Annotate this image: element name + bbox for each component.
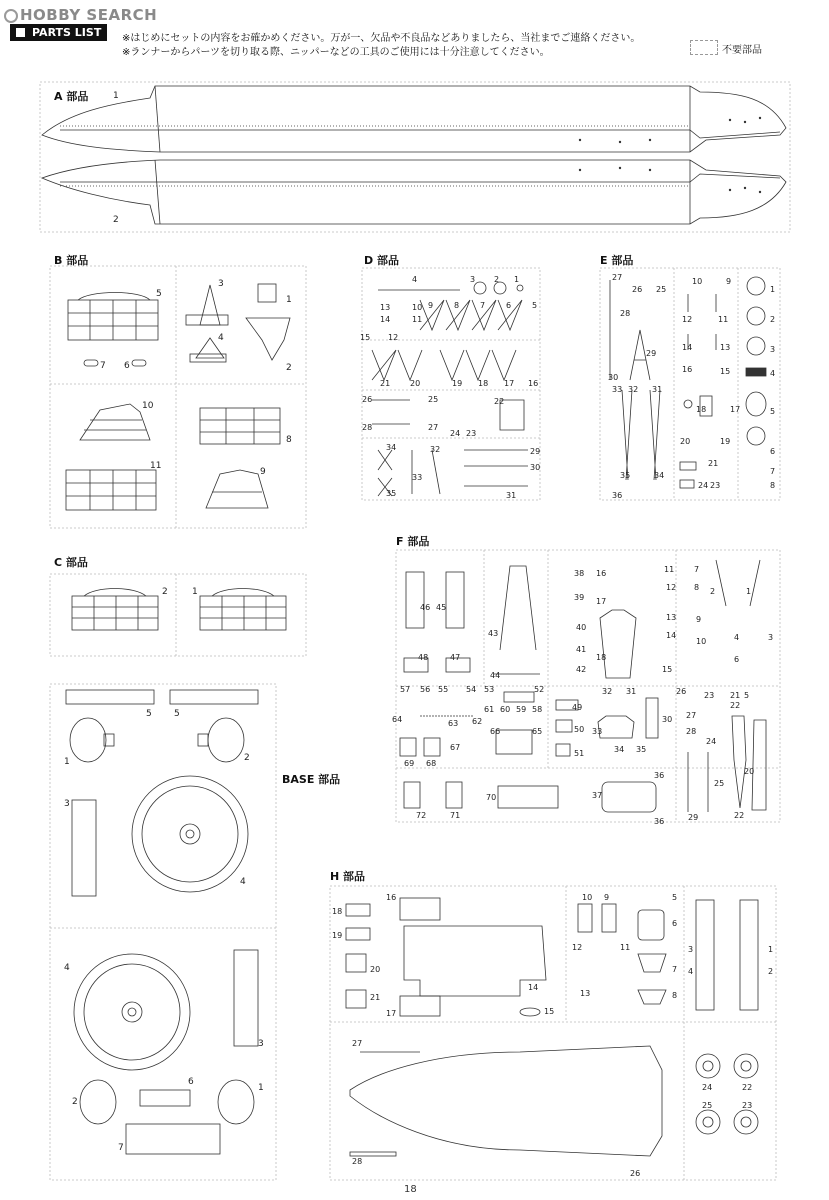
svg-text:13: 13: [380, 303, 391, 312]
svg-text:62: 62: [472, 717, 483, 726]
svg-text:11: 11: [150, 461, 162, 471]
svg-text:11: 11: [664, 565, 675, 574]
svg-text:4: 4: [688, 967, 694, 976]
svg-text:18: 18: [332, 907, 343, 916]
svg-text:43: 43: [488, 629, 499, 638]
svg-text:1: 1: [514, 275, 520, 284]
svg-text:7: 7: [480, 301, 486, 310]
svg-text:10: 10: [696, 637, 707, 646]
part-base-5b: [170, 690, 258, 704]
svg-text:61: 61: [484, 705, 495, 714]
svg-text:25: 25: [428, 395, 439, 404]
svg-text:20: 20: [370, 965, 381, 974]
svg-text:22: 22: [494, 397, 505, 406]
svg-text:28: 28: [620, 309, 631, 318]
svg-text:4: 4: [734, 633, 740, 642]
part-h14: [404, 926, 546, 996]
svg-text:15: 15: [360, 333, 371, 342]
svg-text:71: 71: [450, 811, 461, 820]
svg-text:12: 12: [388, 333, 399, 342]
svg-text:18: 18: [696, 405, 707, 414]
part-f37: [602, 782, 656, 812]
svg-text:6: 6: [770, 447, 776, 456]
header-title: PARTS LIST: [32, 26, 102, 39]
svg-text:7: 7: [118, 1143, 124, 1153]
svg-text:63: 63: [448, 719, 459, 728]
svg-text:30: 30: [662, 715, 673, 724]
svg-text:20: 20: [680, 437, 691, 446]
svg-text:9: 9: [604, 893, 610, 902]
svg-text:51: 51: [574, 749, 585, 758]
svg-text:14: 14: [682, 343, 693, 352]
svg-text:18: 18: [478, 379, 489, 388]
svg-text:29: 29: [646, 349, 657, 358]
part-e31: [650, 390, 660, 480]
svg-text:10: 10: [142, 401, 154, 411]
svg-text:3: 3: [258, 1039, 264, 1049]
svg-text:12: 12: [666, 583, 677, 592]
part-e33: [622, 390, 632, 480]
page-number: 18: [404, 1184, 417, 1195]
svg-text:22: 22: [730, 701, 741, 710]
svg-text:6: 6: [672, 919, 678, 928]
svg-text:54: 54: [466, 685, 477, 694]
svg-text:5: 5: [532, 301, 538, 310]
svg-text:47: 47: [450, 653, 461, 662]
svg-text:11: 11: [718, 315, 729, 324]
svg-text:2: 2: [244, 753, 250, 763]
svg-text:8: 8: [770, 481, 776, 490]
section-h-label: H 部品: [330, 870, 366, 883]
svg-text:8: 8: [286, 435, 292, 445]
svg-text:3: 3: [218, 279, 224, 289]
part-a2-label: 2: [113, 215, 119, 225]
svg-text:19: 19: [452, 379, 463, 388]
svg-text:7: 7: [100, 361, 106, 371]
part-a1-label: 1: [113, 91, 119, 101]
svg-text:17: 17: [596, 597, 607, 606]
svg-text:12: 12: [572, 943, 583, 952]
part-b3: [200, 285, 220, 325]
svg-text:50: 50: [574, 725, 585, 734]
svg-text:17: 17: [386, 1009, 397, 1018]
runner-c-frame: [50, 574, 306, 656]
part-b8: [200, 408, 280, 444]
svg-text:6: 6: [188, 1077, 194, 1087]
svg-text:5: 5: [174, 709, 180, 719]
svg-text:56: 56: [420, 685, 431, 694]
part-f33: [598, 716, 634, 738]
svg-text:5: 5: [744, 691, 750, 700]
svg-text:26: 26: [630, 1169, 641, 1178]
svg-text:23: 23: [742, 1101, 753, 1110]
part-b6: [132, 360, 146, 366]
svg-text:31: 31: [626, 687, 637, 696]
runner-h-frame: [330, 886, 776, 1180]
svg-text:25: 25: [656, 285, 667, 294]
svg-text:11: 11: [412, 315, 423, 324]
svg-text:38: 38: [574, 569, 585, 578]
svg-text:9: 9: [260, 467, 266, 477]
svg-text:31: 31: [506, 491, 517, 500]
svg-text:72: 72: [416, 811, 427, 820]
svg-text:2: 2: [770, 315, 776, 324]
svg-text:13: 13: [580, 989, 591, 998]
svg-text:2: 2: [286, 363, 292, 373]
part-base-7: [126, 1124, 220, 1154]
svg-text:16: 16: [528, 379, 539, 388]
part-base-3a: [72, 800, 96, 896]
svg-text:45: 45: [436, 603, 447, 612]
svg-text:5: 5: [156, 289, 162, 299]
svg-text:19: 19: [332, 931, 343, 940]
svg-text:13: 13: [666, 613, 677, 622]
svg-text:9: 9: [696, 615, 702, 624]
svg-text:42: 42: [576, 665, 587, 674]
svg-text:4: 4: [218, 333, 224, 343]
svg-text:20: 20: [410, 379, 421, 388]
svg-text:8: 8: [672, 991, 678, 1000]
svg-text:14: 14: [528, 983, 539, 992]
svg-text:46: 46: [420, 603, 431, 612]
svg-text:1: 1: [192, 587, 198, 597]
part-base-2a: [208, 718, 244, 762]
hull-half-2: [42, 160, 786, 224]
svg-text:24: 24: [450, 429, 461, 438]
svg-text:23: 23: [710, 481, 721, 490]
svg-text:1: 1: [64, 757, 70, 767]
svg-text:48: 48: [418, 653, 429, 662]
svg-text:10: 10: [692, 277, 703, 286]
svg-text:28: 28: [362, 423, 373, 432]
svg-text:25: 25: [702, 1101, 713, 1110]
svg-text:44: 44: [490, 671, 501, 680]
svg-text:57: 57: [400, 685, 411, 694]
svg-text:25: 25: [714, 779, 725, 788]
svg-text:69: 69: [404, 759, 415, 768]
part-base-6: [140, 1090, 190, 1106]
svg-text:39: 39: [574, 593, 585, 602]
note-2: ※ランナーからパーツを切り取る際、ニッパーなどの工具のご使用には十分注意してください。: [122, 47, 550, 58]
svg-text:27: 27: [686, 711, 697, 720]
svg-text:2: 2: [162, 587, 168, 597]
svg-text:26: 26: [676, 687, 687, 696]
part-f18: [600, 610, 636, 678]
part-base-4b: [74, 954, 190, 1070]
part-c1: [200, 596, 286, 630]
svg-text:3: 3: [470, 275, 476, 284]
svg-text:2: 2: [710, 587, 716, 596]
svg-text:7: 7: [672, 965, 678, 974]
note-1: ※はじめにセットの内容をお確かめください。万が一、欠品や不良品などありましたら、当社までご連絡ください。: [122, 33, 641, 44]
svg-text:11: 11: [620, 943, 631, 952]
svg-text:3: 3: [768, 633, 774, 642]
svg-text:9: 9: [428, 301, 434, 310]
svg-text:36: 36: [654, 771, 665, 780]
svg-text:24: 24: [702, 1083, 713, 1092]
svg-text:1: 1: [258, 1083, 264, 1093]
svg-text:66: 66: [490, 727, 501, 736]
svg-text:24: 24: [706, 737, 717, 746]
svg-text:55: 55: [438, 685, 449, 694]
svg-text:18: 18: [596, 653, 607, 662]
section-f-label: F 部品: [396, 535, 430, 548]
svg-text:15: 15: [662, 665, 673, 674]
runner-b-frame: [50, 266, 306, 528]
svg-text:21: 21: [708, 459, 719, 468]
svg-text:6: 6: [124, 361, 130, 371]
svg-text:12: 12: [682, 315, 693, 324]
svg-text:34: 34: [614, 745, 625, 754]
svg-text:40: 40: [576, 623, 587, 632]
svg-text:17: 17: [730, 405, 741, 414]
svg-text:4: 4: [240, 877, 246, 887]
svg-text:32: 32: [602, 687, 613, 696]
svg-text:6: 6: [506, 301, 512, 310]
runner-a-frame: [40, 82, 790, 232]
svg-text:5: 5: [770, 407, 776, 416]
svg-text:16: 16: [596, 569, 607, 578]
svg-text:37: 37: [592, 791, 603, 800]
logo-text: HOBBY SEARCH: [20, 6, 158, 24]
svg-text:21: 21: [380, 379, 391, 388]
svg-text:34: 34: [654, 471, 665, 480]
svg-text:19: 19: [720, 437, 731, 446]
section-d-label: D 部品: [364, 254, 399, 267]
svg-text:49: 49: [572, 703, 583, 712]
svg-text:1: 1: [746, 587, 752, 596]
svg-text:33: 33: [412, 473, 423, 482]
svg-text:59: 59: [516, 705, 527, 714]
svg-text:52: 52: [534, 685, 545, 694]
svg-text:2: 2: [72, 1097, 78, 1107]
svg-text:17: 17: [504, 379, 515, 388]
svg-text:14: 14: [666, 631, 677, 640]
svg-text:4: 4: [412, 275, 418, 284]
svg-text:4: 4: [770, 369, 776, 378]
svg-text:10: 10: [412, 303, 423, 312]
svg-text:6: 6: [734, 655, 740, 664]
svg-text:27: 27: [612, 273, 623, 282]
svg-text:28: 28: [686, 727, 697, 736]
part-f45: [446, 572, 464, 628]
part-h18: [346, 904, 370, 916]
part-h19: [346, 928, 370, 940]
svg-text:29: 29: [688, 813, 699, 822]
svg-text:67: 67: [450, 743, 461, 752]
svg-text:16: 16: [682, 365, 693, 374]
svg-text:22: 22: [742, 1083, 753, 1092]
section-e-label: E 部品: [600, 254, 634, 267]
svg-text:21: 21: [730, 691, 741, 700]
svg-text:34: 34: [386, 443, 397, 452]
part-base-5a: [66, 690, 154, 704]
svg-text:27: 27: [428, 423, 439, 432]
svg-text:20: 20: [744, 767, 755, 776]
svg-text:10: 10: [582, 893, 593, 902]
svg-text:8: 8: [694, 583, 700, 592]
svg-text:26: 26: [632, 285, 643, 294]
part-base-4a: [132, 776, 248, 892]
part-c2: [72, 596, 158, 630]
svg-text:41: 41: [576, 645, 587, 654]
svg-text:35: 35: [636, 745, 647, 754]
svg-text:14: 14: [380, 315, 391, 324]
unneeded-legend-label: 不要部品: [722, 45, 762, 56]
part-base-1a: [70, 718, 106, 762]
part-base-1b: [218, 1080, 254, 1124]
svg-text:1: 1: [768, 945, 774, 954]
svg-text:8: 8: [454, 301, 460, 310]
part-f43: [500, 566, 536, 650]
svg-text:5: 5: [146, 709, 152, 719]
svg-text:7: 7: [770, 467, 776, 476]
svg-text:2: 2: [494, 275, 500, 284]
svg-text:23: 23: [704, 691, 715, 700]
svg-text:1: 1: [286, 295, 292, 305]
svg-text:33: 33: [612, 385, 623, 394]
part-b10: [80, 404, 150, 440]
svg-text:23: 23: [466, 429, 477, 438]
svg-text:32: 32: [430, 445, 441, 454]
svg-text:15: 15: [720, 367, 731, 376]
svg-text:68: 68: [426, 759, 437, 768]
svg-text:16: 16: [386, 893, 397, 902]
part-b9: [206, 470, 268, 508]
part-b1: [258, 284, 276, 302]
svg-text:13: 13: [720, 343, 731, 352]
part-e1: [747, 277, 765, 295]
part-h26: [350, 1046, 662, 1156]
part-b7: [84, 360, 98, 366]
svg-text:36: 36: [654, 817, 665, 826]
section-b-label: B 部品: [54, 254, 89, 267]
svg-text:26: 26: [362, 395, 373, 404]
svg-text:64: 64: [392, 715, 403, 724]
section-c-label: C 部品: [54, 556, 88, 569]
svg-text:65: 65: [532, 727, 543, 736]
svg-text:35: 35: [386, 489, 397, 498]
svg-text:53: 53: [484, 685, 495, 694]
svg-text:24: 24: [698, 481, 709, 490]
svg-text:36: 36: [612, 491, 623, 500]
part-base-2b: [80, 1080, 116, 1124]
svg-text:9: 9: [726, 277, 732, 286]
svg-text:15: 15: [544, 1007, 555, 1016]
part-b2: [246, 318, 290, 360]
part-base-3b: [234, 950, 258, 1046]
svg-text:21: 21: [370, 993, 381, 1002]
svg-text:5: 5: [672, 893, 678, 902]
svg-text:27: 27: [352, 1039, 363, 1048]
svg-text:28: 28: [352, 1157, 363, 1166]
svg-text:31: 31: [652, 385, 663, 394]
svg-text:32: 32: [628, 385, 639, 394]
svg-text:29: 29: [530, 447, 541, 456]
svg-text:4: 4: [64, 963, 70, 973]
svg-text:1: 1: [770, 285, 776, 294]
svg-text:7: 7: [694, 565, 700, 574]
svg-text:58: 58: [532, 705, 543, 714]
svg-text:33: 33: [592, 727, 603, 736]
runner-base-frame: [50, 684, 276, 1180]
svg-text:22: 22: [734, 811, 745, 820]
section-base-label: BASE 部品: [282, 773, 341, 786]
svg-text:60: 60: [500, 705, 511, 714]
svg-text:2: 2: [768, 967, 774, 976]
svg-text:3: 3: [688, 945, 694, 954]
svg-text:3: 3: [770, 345, 776, 354]
hull-half-1: [42, 86, 786, 152]
svg-text:3: 3: [64, 799, 70, 809]
part-f46: [406, 572, 424, 628]
svg-text:30: 30: [530, 463, 541, 472]
svg-text:70: 70: [486, 793, 497, 802]
section-a-label: A 部品: [54, 90, 89, 103]
part-b11: [66, 470, 156, 510]
svg-text:35: 35: [620, 471, 631, 480]
svg-text:30: 30: [608, 373, 619, 382]
